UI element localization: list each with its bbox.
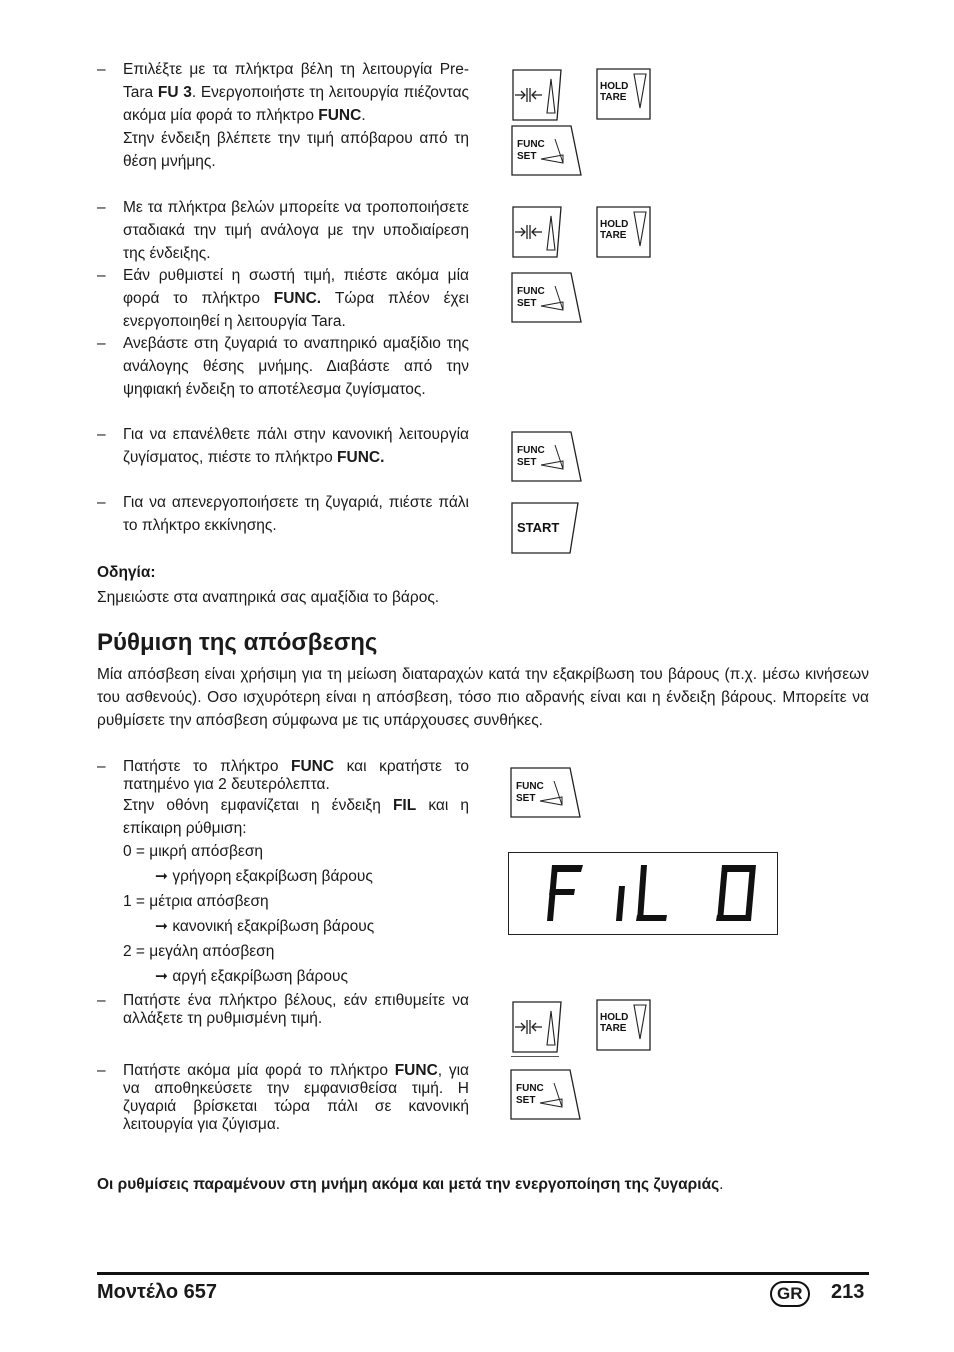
bullet-dash: – xyxy=(97,61,106,78)
language-badge: GR xyxy=(770,1281,810,1307)
instruction-item xyxy=(97,58,469,173)
instruction-bold: FIL xyxy=(392,797,417,814)
instruction-item xyxy=(97,992,469,1028)
arrow-key-icon xyxy=(511,69,563,121)
instruction-item xyxy=(97,758,469,840)
func-set-key-icon xyxy=(510,1069,582,1121)
hold-label: HOLD xyxy=(600,1012,629,1023)
func-label: FUNC xyxy=(517,139,545,150)
instruction-text: , για να αποθηκεύσετε την εμφανισθείσα τιμή. Η ζυγαριά βρίσκεται τώρα πάλι σε κανονική λειτουργία για ζύγισμα. xyxy=(123,1062,469,1133)
bullet-dash: – xyxy=(97,267,106,284)
lcd-display xyxy=(508,852,778,935)
footer-model: Μοντέλο 657 xyxy=(97,1281,217,1303)
damping-result-1: ➞ κανονική εξακρίβωση βάρους xyxy=(155,918,375,935)
instruction-bold: FU 3 xyxy=(157,84,192,101)
arrow-key-icon xyxy=(511,1001,563,1053)
bullet-dash: – xyxy=(97,758,106,775)
instruction-bold: FUNC xyxy=(394,1062,438,1079)
damping-result-0: ➞ γρήγορη εξακρίβωση βάρους xyxy=(155,868,373,885)
set-label: SET xyxy=(517,457,537,468)
instruction-text: . Ενεργοποιήστε τη λειτουργία πιέζοντας ακόμα μία φορά το πλήκτρο xyxy=(123,84,470,124)
instruction-text: Πατήστε ένα πλήκτρο βέλους, εάν επιθυμείτε να αλλάξετε τη ρυθμισμένη τιμή. xyxy=(123,992,469,1027)
note-text: Σημειώστε στα αναπηρικά σας αμαξίδια το βάρος. xyxy=(97,589,440,606)
section-intro: Μία απόσβεση είναι χρήσιμη για τη μείωση διαταραχών κατά την εξακρίβωση του βάρους (π.χ. μέσω κινήσεων του ασθενούς). Οσο ισχυρότερη είναι η απόσβεση, τόσο πιο αδρανής είναι και η ένδειξη βάρους. Μπορείτε να ρυθμίσετε την απόσβεση σύμφωνα με τις υπάρχουσες συνθήκες. xyxy=(97,666,869,729)
instruction-text: και κρατήστε το πατημένο για 2 δευτερόλεπτα. xyxy=(123,758,469,793)
tare-label: TARE xyxy=(600,1023,627,1034)
instruction-item xyxy=(97,196,469,265)
start-key-icon xyxy=(511,502,581,554)
instruction-item xyxy=(97,423,469,469)
footer-rule xyxy=(97,1272,869,1275)
func-label: FUNC xyxy=(516,1083,544,1094)
damping-level-2: 2 = μεγάλη απόσβεση xyxy=(123,943,275,960)
damping-result-2: ➞ αργή εξακρίβωση βάρους xyxy=(155,968,348,985)
arrow-right-icon: ➞ xyxy=(155,968,168,985)
bullet-dash: – xyxy=(97,199,106,216)
divider xyxy=(511,1056,559,1057)
hold-tare-key-icon xyxy=(596,999,652,1051)
func-label: FUNC xyxy=(517,286,545,297)
instruction-text: Για να επανέλθετε πάλι στην κανονική λειτουργία ζυγίσματος, πιέστε το πλήκτρο xyxy=(123,426,469,466)
note-label: Οδηγία: xyxy=(97,564,156,581)
func-label: FUNC xyxy=(517,445,545,456)
func-set-key-icon xyxy=(510,767,582,819)
instruction-item xyxy=(97,264,469,333)
func-set-key-icon xyxy=(511,431,583,483)
func-set-key-icon xyxy=(511,272,583,324)
instruction-item xyxy=(97,1062,469,1134)
instruction-text: Τώρα πλέον έχει ενεργοποιηθεί η λειτουργία Tara. xyxy=(123,290,469,330)
bullet-dash: – xyxy=(97,992,106,1009)
damping-level-1: 1 = μέτρια απόσβεση xyxy=(123,893,269,910)
hold-label: HOLD xyxy=(600,81,629,92)
instruction-text: Πατήστε ακόμα μία φορά το πλήκτρο xyxy=(123,1062,395,1079)
hold-tare-key-icon xyxy=(596,206,652,258)
start-label: START xyxy=(517,520,560,535)
func-set-key-icon xyxy=(511,125,583,177)
bullet-dash: – xyxy=(97,494,106,511)
section-heading: Ρύθμιση της απόσβεσης xyxy=(97,629,378,656)
closing-note: Οι ρυθμίσεις παραμένουν στη μνήμη ακόμα και μετά την ενεργοποίηση της ζυγαριάς. xyxy=(97,1176,724,1193)
hold-label: HOLD xyxy=(600,219,629,230)
arrow-key-icon xyxy=(511,206,563,258)
hold-tare-key-icon xyxy=(596,68,652,120)
instruction-text: και η επίκαιρη ρύθμιση: xyxy=(123,797,469,837)
set-label: SET xyxy=(517,151,537,162)
func-label: FUNC xyxy=(516,781,544,792)
instruction-text: Για να απενεργοποιήσετε τη ζυγαριά, πιέστε πάλι το πλήκτρο εκκίνησης. xyxy=(123,494,469,534)
bullet-dash: – xyxy=(97,335,106,352)
instruction-extra: Στην ένδειξη βλέπετε την τιμή απόβαρου από τη θέση μνήμης. xyxy=(123,130,469,170)
lcd-segments xyxy=(509,853,777,934)
instruction-text: Με τα πλήκτρα βελών μπορείτε να τροποποιήσετε σταδιακά την τιμή ανάλογα με την υποδιαίρεση της ένδειξης. xyxy=(123,199,469,262)
bullet-dash: – xyxy=(97,426,106,443)
instruction-text: Εάν ρυθμιστεί η σωστή τιμή, πιέστε ακόμα μία φορά το πλήκτρο xyxy=(123,267,469,307)
damping-level-0: 0 = μικρή απόσβεση xyxy=(123,843,264,860)
set-label: SET xyxy=(516,793,536,804)
instruction-text: . xyxy=(361,107,366,124)
instruction-bold: FUNC. xyxy=(273,290,322,307)
bullet-dash: – xyxy=(97,1062,106,1079)
instruction-bold: FUNC xyxy=(318,107,362,124)
instruction-text: Επιλέξτε με τα πλήκτρα βέλη τη λειτουργία Pre-Tara xyxy=(123,61,469,101)
instruction-item xyxy=(97,332,469,401)
instruction-text: Πατήστε το πλήκτρο xyxy=(123,758,291,775)
tare-label: TARE xyxy=(600,92,627,103)
instruction-item xyxy=(97,491,469,537)
instruction-text: Ανεβάστε στη ζυγαριά το αναπηρικό αμαξίδιο της ανάλογης θέσης μνήμης. Διαβάστε από την ψηφιακή ένδειξη το αποτέλεσμα ζυγίσματος. xyxy=(123,335,469,398)
set-label: SET xyxy=(516,1095,536,1106)
instruction-bold: FUNC xyxy=(290,758,335,775)
instruction-bold: FUNC. xyxy=(337,449,385,466)
arrow-right-icon: ➞ xyxy=(155,868,168,885)
tare-label: TARE xyxy=(600,230,627,241)
instruction-text: Στην οθόνη εμφανίζεται η ένδειξη xyxy=(123,797,393,814)
page-number: 213 xyxy=(831,1281,865,1303)
arrow-right-icon: ➞ xyxy=(155,918,168,935)
set-label: SET xyxy=(517,298,537,309)
